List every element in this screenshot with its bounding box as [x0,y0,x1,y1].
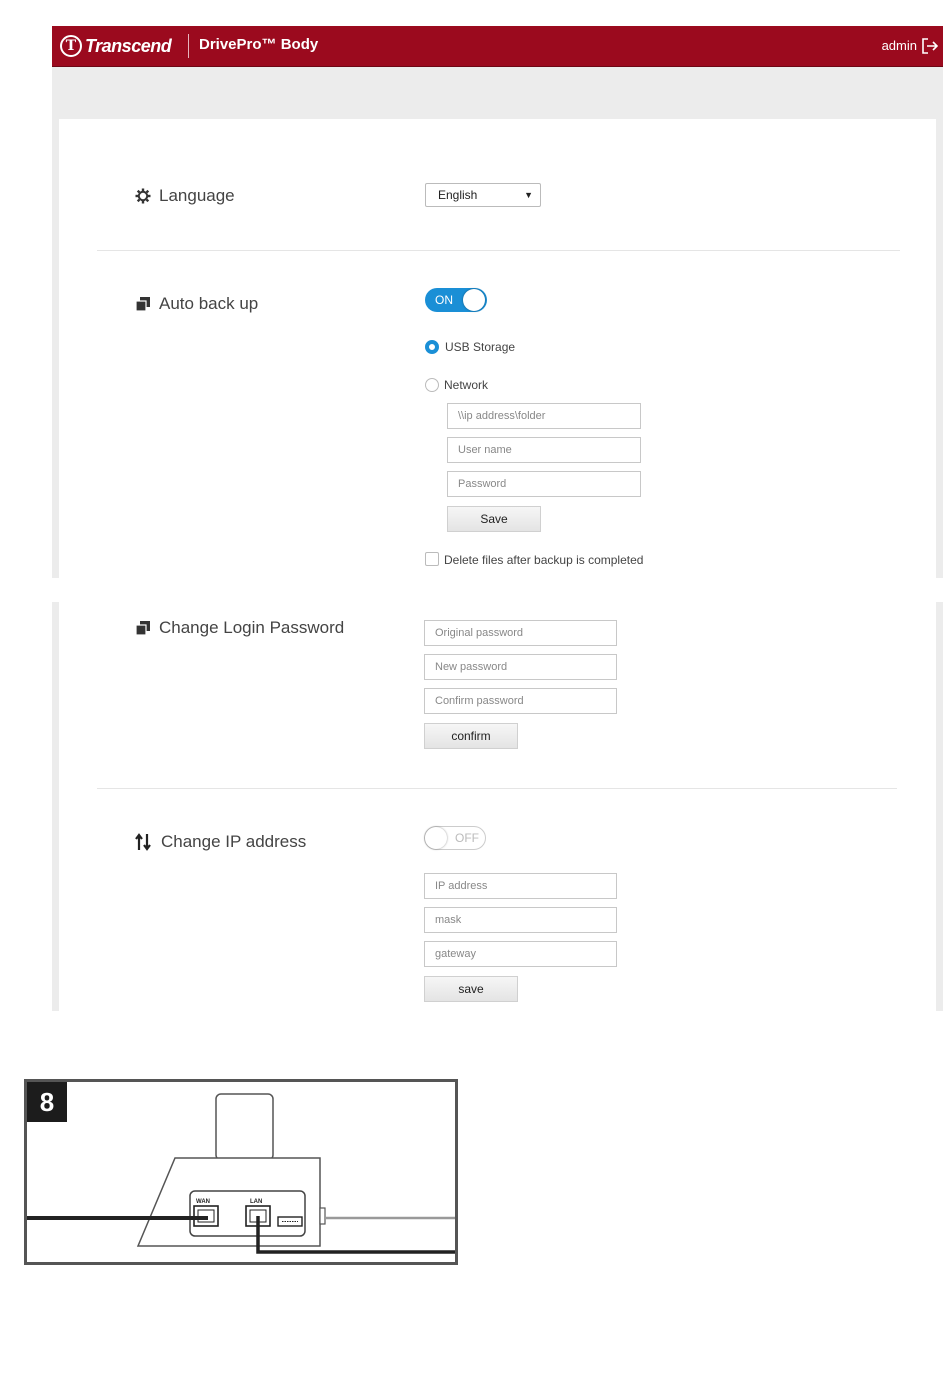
gateway-input[interactable] [424,941,617,967]
toggle-state-label: OFF [455,831,479,845]
transcend-logo-icon: T [60,35,82,57]
stack-icon [135,620,151,636]
ip-address-label: Change IP address [161,832,307,851]
user-name[interactable]: admin [881,38,917,53]
logout-icon[interactable] [921,36,939,56]
device-side-plug [320,1208,325,1224]
ip-address-input[interactable] [424,873,617,899]
wan-port-label: WAN [196,1199,210,1205]
language-selected-value: English [438,188,478,202]
delete-after-backup-label: Delete files after backup is completed [444,553,644,567]
auto-backup-toggle[interactable] [425,288,487,312]
network-username-input[interactable] [447,437,641,463]
network-password-input[interactable] [447,471,641,497]
product-name: DrivePro™ Body [199,36,319,53]
original-password-input[interactable] [424,620,617,646]
transcend-logo [60,32,171,60]
login-password-label: Change Login Password [159,618,345,637]
app-header [52,26,943,67]
connection-diagram [24,1079,458,1265]
toggle-state-label: ON [435,293,453,307]
section-divider [97,250,900,251]
up-down-arrows-icon [135,834,151,850]
login-password-section-title [135,618,344,638]
network-label: Network [444,378,489,392]
dropdown-caret-icon: ▼ [524,190,533,200]
usb-storage-radio[interactable] [425,340,439,354]
auto-backup-label: Auto back up [159,294,259,313]
toggle-knob [425,827,447,849]
confirm-password-input[interactable] [424,688,617,714]
brand-name: Transcend [85,35,172,56]
language-section-title [135,186,235,206]
header-separator [188,34,189,58]
device-top-block [216,1094,273,1160]
network-radio[interactable] [425,378,439,392]
stack-icon [135,296,151,312]
router-illustration [27,1082,455,1262]
gear-icon [135,188,151,204]
delete-after-backup-checkbox[interactable] [425,552,439,566]
usb-storage-label: USB Storage [445,340,516,354]
mask-input[interactable] [424,907,617,933]
figure-number: 8 [27,1082,67,1122]
language-select[interactable] [425,183,541,207]
section-divider [97,788,897,789]
new-password-input[interactable] [424,654,617,680]
ip-save-button[interactable]: save [424,976,518,1002]
language-label: Language [159,186,235,205]
toggle-knob [463,289,485,311]
ip-address-toggle[interactable] [424,826,486,850]
lan-port-label: LAN [250,1199,263,1205]
network-save-button[interactable]: Save [447,506,541,532]
ip-address-section-title [135,832,306,852]
auto-backup-section-title [135,294,258,314]
network-path-input[interactable] [447,403,641,429]
confirm-button[interactable]: confirm [424,723,518,749]
toolbar-area [52,67,943,119]
